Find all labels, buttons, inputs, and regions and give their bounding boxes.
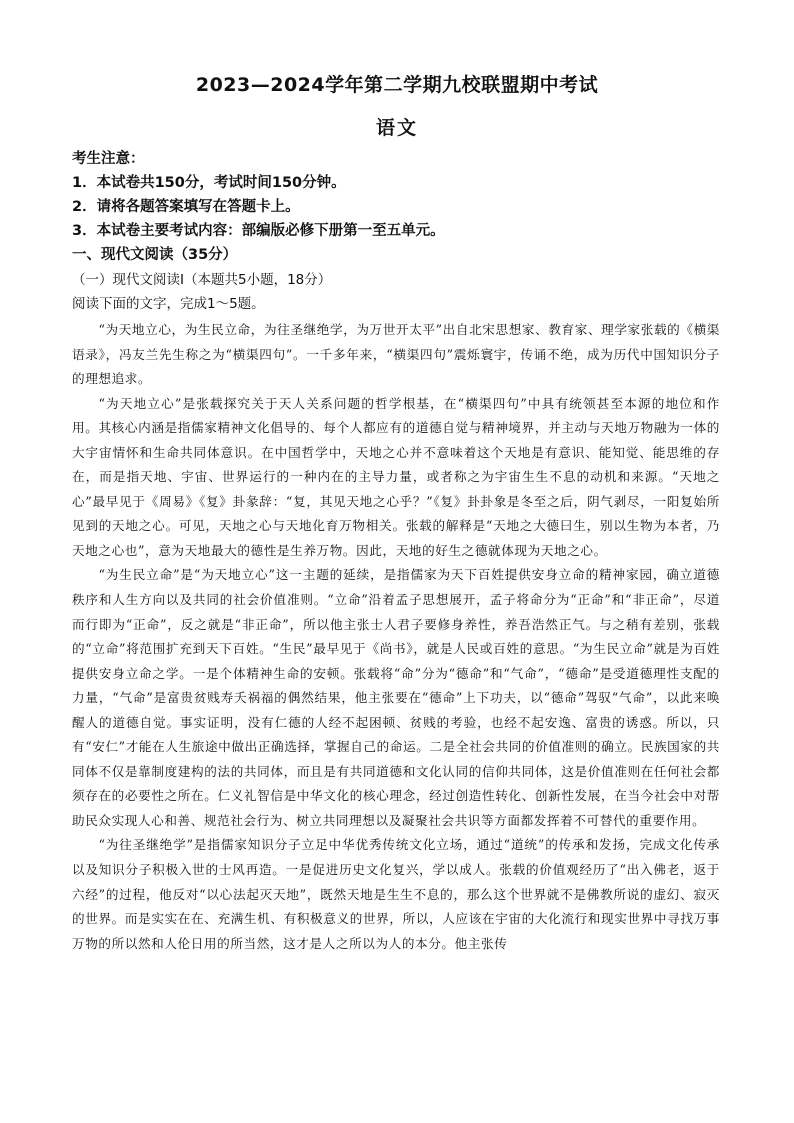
candidate-notice [72,147,732,267]
subject-title: 语文 [375,117,418,139]
passage-paragraph: “为生民立命”是“为天地立心”这一主题的延续，是指儒家为天下百姓提供安身立命的精神家园，确立道德秩序和人生方向以及共同的社会价值准则。“立命”沿着孟子思想展开，孟子将命分为“正命”和“非正命”，尽道而行即为“正命”，反之就是“非正命”，所以他主张士人君子要修身养性，养吾浩然正气。与之稍有差别，张载的“立命”将范围扩充到天下百姓。“生民”最早见于《尚书》，就是人民或百姓的意思。“为生民立命”就是为百姓提供安身立命之学。一是个体精神生命的安顿。张载将“命”分为“德命”和“气命”，“德命”是受道德理性支配的力量，“气命”是富贵贫贱寿夭祸福的偶然结果，他主张要在“德命”上下功夫，以“德命”驾驭“气命”，以此来唤醒人的道德自觉。事实证明，没有仁德的人经不起困顿、贫贱的考验，也经不起安逸、富贵的诱惑。所以，只有“安仁”才能在人生旅途中做出正确选择，掌握自己的命运。二是全社会共同的价值准则的确立。民族国家的共同体不仅是靠制度建构的法的共同体，而且是有共同道德和文化认同的信仰共同体，这是价值准则在任何社会都须存在的必要性之所在。仁义礼智信是中华文化的核心理念，经过创造性转化、创新性发展，在当今社会中对帮助民众实现人心和善、规范社会行为、树立共同理想以及凝聚社会共识等方面都发挥着不可替代的重要作用。 [72,567,720,828]
passage-paragraph: “为往圣继绝学”是指儒家知识分子立足中华优秀传统文化立场，通过“道统”的传承和发扬，完成文化传承以及知识分子积极入世的士风再造。一是促进历史文化复兴，学以成人。张载的价值观经历了“出入佛老，返于六经”的过程，他反对“以心法起灭天地”，既然天地是生生不息的，那么这个世界就不是佛教所说的虚幻、寂灭的世界。而是实实在在、充满生机、有积极意义的世界，所以，人应该在宇宙的大化流行和现实世界中寻找万事万物的所以然和人伦日用的所当然，这才是人之所以为人的本分。他主张传 [72,837,720,951]
section-sub-title: （一）现代文阅读Ⅰ（本题共5小题，18分） [72,272,332,288]
reading-instruction: 阅读下面的文字，完成1～5题。 [72,296,265,312]
reading-passage [72,318,720,956]
exam-title: 2023—2024学年第二学期九校联盟期中考试 [195,74,599,96]
notice-item: 2．请将各题答案填写在答题卡上。 [72,199,300,215]
notice-heading: 考生注意： [72,151,145,167]
passage-paragraph: “为天地立心”是张载探究关于天人关系问题的哲学根基，在“横渠四句”中具有统领甚至本源的地位和作用。其核心内涵是指儒家精神文化倡导的、每个人都应有的道德自觉与精神境界，并主动与天地万物融为一体的大宇宙情怀和生命共同体意识。在中国哲学中，天地之心并不意味着这个天地是有意识、能知觉、能思维的存在，而是指天地、宇宙、世界运行的一种内在的主导力量，或者称之为宇宙生生不息的动机和来源。“天地之心”最早见于《周易》《复》卦彖辞：“复，其见天地之心乎？”《复》卦卦象是冬至之后，阴气剥尽，一阳复始所见到的天地之心。可见，天地之心与天地化育万物相关。张载的解释是“天地之大德曰生，别以生物为本者，乃天地之心也”，意为天地最大的德性是生养万物。因此，天地的好生之德就体现为天地之心。 [72,395,720,558]
passage-paragraph: “为天地立心，为生民立命，为往圣继绝学，为万世开太平”出自北宋思想家、教育家、理学家张载的《横渠语录》，冯友兰先生称之为“横渠四句”。一千多年来，“横渠四句”震烁寰宇，传诵不绝，成为历代中国知识分子的理想追求。 [72,322,720,387]
notice-item: 1．本试卷共150分，考试时间150分钟。 [72,175,346,191]
section-title: 一、现代文阅读（35分） [72,247,238,263]
notice-item: 3．本试卷主要考试内容：部编版必修下册第一至五单元。 [72,223,445,239]
